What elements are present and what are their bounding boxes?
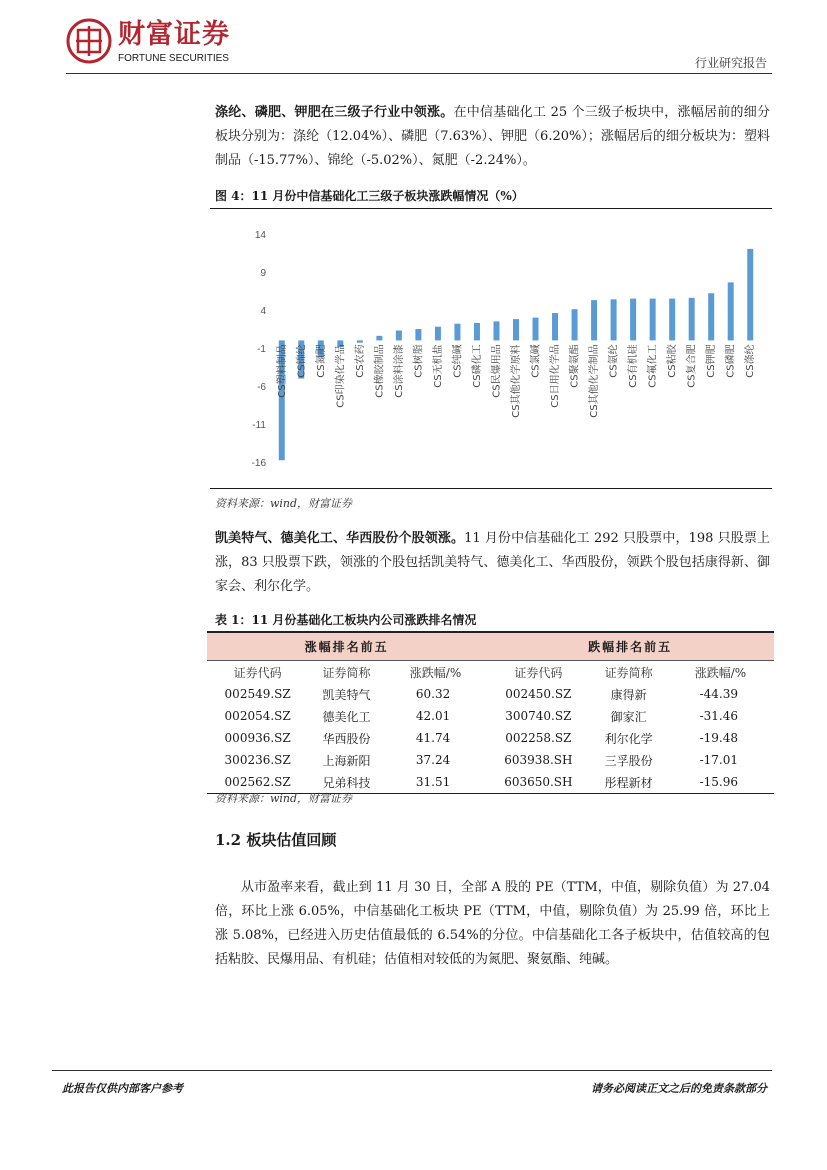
cell: -44.39 [699,687,738,701]
col-code: 证券代码 [233,665,282,680]
cell: 31.51 [385,771,487,794]
header-divider [66,73,772,74]
y-tick-label: 9 [260,268,266,279]
col-name: 证券简称 [604,665,653,680]
paragraph-stocks [215,527,770,599]
cell: 41.74 [415,731,451,745]
logo-english-name: FORTUNE SECURITIES [118,53,229,64]
chart-bar [611,299,617,340]
chart-bar [747,249,753,341]
cell: 002549.SZ [224,687,291,701]
bar-chart [230,216,770,486]
table-row [207,683,774,705]
chart-bar [591,300,597,340]
table-title: 表 1：11 月份基础化工板块内公司涨跌排名情况 [215,613,477,627]
cell: 002054.SZ [224,709,291,723]
x-category-label: CS涤纶 [745,344,757,378]
chart-bar [533,318,539,341]
seal-icon [66,18,112,64]
x-category-label: CS复合肥 [686,344,698,388]
table-row [207,705,774,727]
cell: 42.01 [415,709,451,723]
x-category-label: CS农药 [354,344,366,378]
col-change: 涨跌幅/% [694,665,747,680]
ranking-table [207,631,774,794]
table-column-header [207,661,774,684]
chart-bar [415,329,421,340]
x-category-label: CS其他化学制品 [589,344,601,418]
chart-bar [630,299,636,341]
x-category-label: CS无机盐 [432,344,444,388]
cell: -15.96 [667,771,774,794]
cell: 彤程新材 [590,771,666,794]
footer-divider [52,1070,772,1071]
x-category-label: CS橡胶制品 [374,344,386,398]
y-tick-label: -1 [257,344,266,355]
x-category-label: CS氟化工 [647,344,659,388]
cell: 300740.SZ [505,709,572,723]
chart-bar [357,340,363,342]
chart-bar [650,299,656,341]
company-logo [66,18,246,70]
x-category-label: CS锦纶 [296,344,308,378]
chart-bar [708,293,714,340]
cell: 002562.SZ [207,771,308,794]
section-paragraph: 从市盈率来看，截止到 11 月 30 日，全部 A 股的 PE（TTM，中值，剔除负值）为 27.04 倍，环比上涨 6.05%，中信基础化工板块 PE（TTM，中值，剔除负值）为 25.99 倍，环比上涨 5.08%，已经进入历史估值最低的 6.54%的分位。中信基础化工各子板块中，估值较高的包括粘胶、民爆用品、有机硅；估值相对较低的为氮肥、聚氨酯、纯碱。 [215,880,770,967]
col-change: 涨跌幅/% [409,665,462,680]
cell: 37.24 [415,753,451,767]
cell: 002450.SZ [505,687,572,701]
paragraph-body: 11 月份中信基础化工 292 只股票中，198 只股票上涨，83 只股票下跌，领涨的个股包括凯美特气、德美化工、华西股份，领跌个股包括康得新、御家会、利尔化学。 [215,531,770,594]
chart-bar [669,299,675,341]
cell: 000936.SZ [224,731,291,745]
cell: 300236.SZ [224,753,291,767]
x-category-label: CS氮肥 [315,344,327,378]
x-category-label: CS日用化学品 [550,344,562,408]
x-category-label: CS涂料涂漆 [393,344,405,398]
cell: 康得新 [610,687,647,702]
x-category-label: CS塑料制品 [276,344,288,398]
chart-bar [396,331,402,341]
figure-top-rule [210,208,772,209]
paragraph-body: 在中信基础化工 25 个三级子板块中，涨幅居前的细分板块分别为：涤纶（12.04%）、磷肥（7.63%）、钾肥（6.20%）；涨幅居后的细分板块为：塑料制品（-15.77%）、锦纶（-5.02%）、氮肥（-2.24%）。 [215,105,770,168]
paragraph-sub-industry [215,101,770,173]
x-category-label: CS聚氨酯 [569,344,581,388]
chart-bar [572,309,578,340]
x-category-label: CS印染化学品 [335,344,347,408]
cell: 兄弟科技 [308,771,384,794]
x-category-label: CS民爆用品 [491,344,503,398]
table-row [207,727,774,749]
chart-bar [474,323,480,340]
y-tick-label: -6 [257,382,266,393]
x-category-label: CS磷肥 [725,344,737,378]
x-category-label: CS粘胶 [667,344,679,378]
cell: 603650.SH [486,771,590,794]
table-row [207,749,774,771]
footer-notice: 请务必阅读正文之后的免责条款部分 [591,1082,767,1095]
x-category-label: CS树脂 [413,344,425,378]
cell: 德美化工 [322,709,371,724]
table-source: 资料来源：wind，财富证券 [215,792,353,805]
y-tick-label: -11 [252,420,266,431]
cell: 002258.SZ [505,731,572,745]
chart-bar [552,313,558,340]
x-category-label: CS其他化学原料 [511,344,522,418]
x-category-label: CS钾肥 [706,344,718,378]
cell: -19.48 [699,731,738,745]
cell: 御家汇 [610,709,647,724]
table-group-header [207,632,774,661]
chart-bar [435,327,441,341]
cell: 利尔化学 [604,731,653,746]
paragraph-lead: 凯美特气、德美化工、华西股份个股领涨。 [215,531,465,546]
cell: 三孚股份 [604,753,653,768]
figure-bottom-rule [210,488,772,489]
x-category-label: CS有机硅 [628,344,640,388]
x-category-label: CS氯碱 [530,344,542,378]
down-group-header: 跌幅排名前五 [486,632,774,661]
chart-bar [513,319,519,340]
y-tick-label: 14 [254,230,266,241]
col-name: 证券简称 [322,665,371,680]
cell: 上海新阳 [322,753,371,768]
section-title: 1.2 板块估值回顾 [215,831,337,849]
chart-bar [689,298,695,341]
up-group-header: 涨幅排名前五 [207,632,486,661]
chart-bar [376,336,382,341]
logo-chinese-name: 财富证券 [118,19,230,50]
x-category-label: CS磷化工 [471,344,483,388]
y-tick-label: 4 [260,306,266,317]
cell: -17.01 [699,753,738,767]
cell: 60.32 [415,687,451,701]
paragraph-lead: 涤纶、磷肥、钾肥在三级子行业中领涨。 [215,105,454,120]
x-category-label: CS氨纶 [608,344,620,378]
figure-source: 资料来源：wind，财富证券 [215,497,353,510]
cell: -31.46 [699,709,738,723]
figure-title: 图 4：11 月份中信基础化工三级子板块涨跌幅情况（%） [215,189,524,203]
chart-bar [493,321,499,340]
cell: 华西股份 [322,731,371,746]
col-code: 证券代码 [514,665,563,680]
x-category-label: CS纯碱 [452,344,464,378]
report-type-label: 行业研究报告 [694,56,767,70]
cell: 603938.SH [504,753,573,767]
chart-bar [454,324,460,341]
chart-bar [728,282,734,340]
y-tick-label: -16 [251,458,266,469]
cell: 凯美特气 [322,687,371,702]
footer-disclaimer: 此报告仅供内部客户参考 [62,1082,183,1095]
